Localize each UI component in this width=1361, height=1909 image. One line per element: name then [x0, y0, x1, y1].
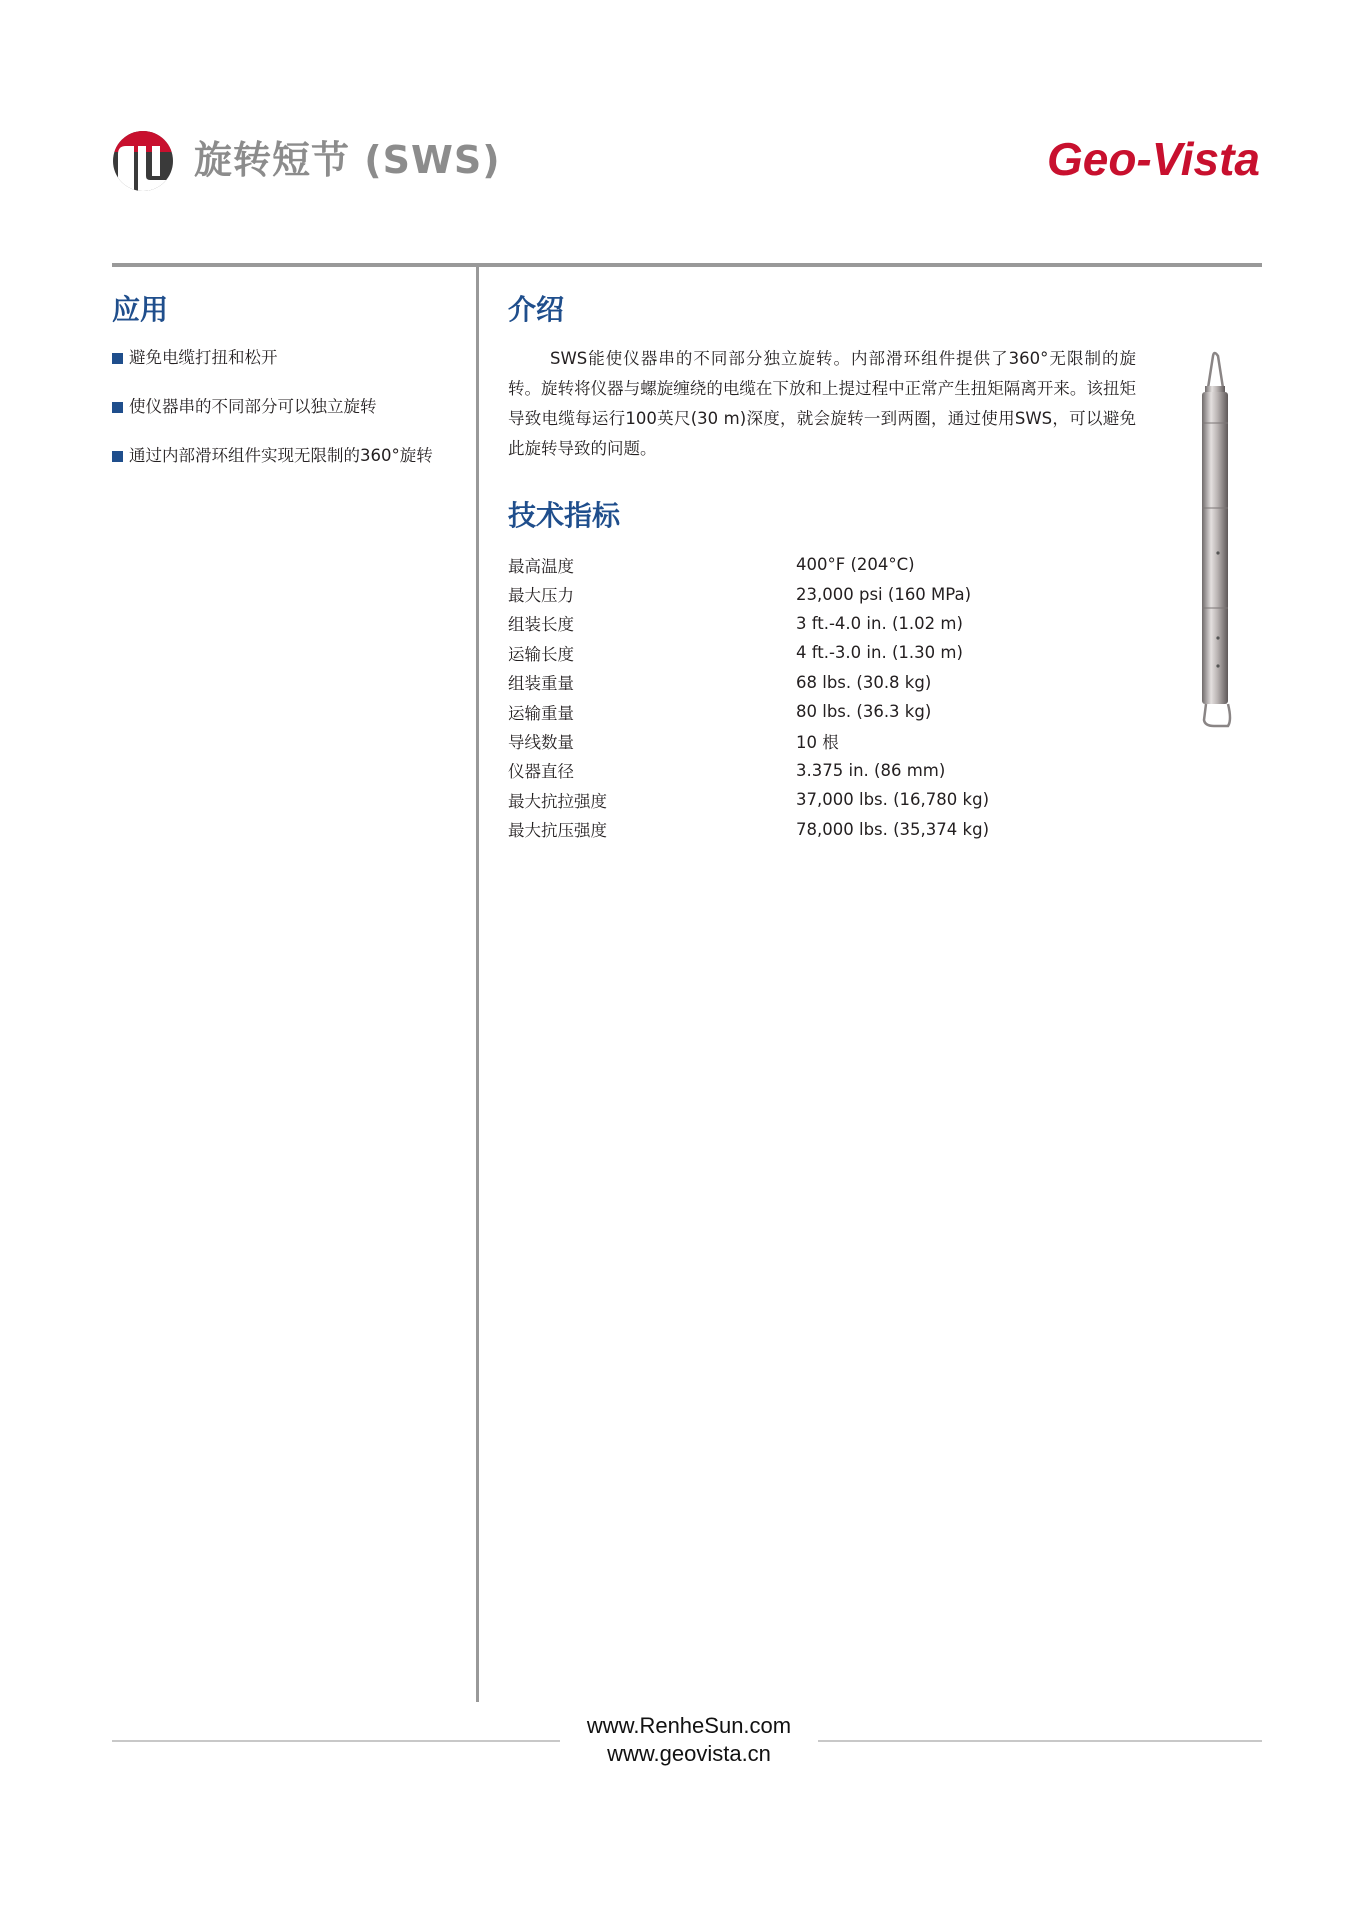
- specifications-table: [508, 550, 1068, 844]
- footer-url-renhesun[interactable]: www.RenheSun.com: [586, 1713, 792, 1738]
- square-bullet-icon: [112, 353, 123, 364]
- application-item-text: 通过内部滑环组件实现无限制的360°旋转: [129, 446, 433, 465]
- applications-heading: 应用: [112, 293, 169, 326]
- spec-row: [508, 579, 1068, 608]
- footer-rule-right: [818, 1740, 1262, 1742]
- spec-value: 80 lbs. (36.3 kg): [796, 702, 932, 722]
- spec-value: 37,000 lbs. (16,780 kg): [796, 790, 990, 810]
- spec-label: 组装长度: [508, 615, 574, 635]
- footer-url-geovista[interactable]: www.geovista.cn: [607, 1741, 771, 1766]
- spec-value: 400°F (204°C): [796, 555, 915, 575]
- spec-row: [508, 609, 1068, 638]
- spec-row: [508, 697, 1068, 726]
- spec-row: [508, 638, 1068, 667]
- company-logo-icon: [112, 130, 174, 192]
- application-item: [112, 395, 377, 419]
- spec-value: 3 ft.-4.0 in. (1.02 m): [796, 613, 963, 633]
- spec-value: 10 根: [796, 733, 839, 753]
- application-item-text: 使仪器串的不同部分可以独立旋转: [129, 397, 377, 416]
- square-bullet-icon: [112, 402, 123, 413]
- spec-value: 4 ft.-3.0 in. (1.30 m): [796, 643, 963, 663]
- footer-rule-left: [112, 1740, 560, 1742]
- spec-label: 最大抗拉强度: [508, 791, 607, 811]
- application-item-text: 避免电缆打扭和松开: [129, 348, 278, 367]
- header-divider: [112, 263, 1262, 267]
- brand-text: Geo-Vista: [1046, 133, 1260, 185]
- spec-label: 运输重量: [508, 703, 574, 723]
- square-bullet-icon: [112, 451, 123, 462]
- spec-row: [508, 815, 1068, 844]
- spec-label: 最高温度: [508, 556, 574, 576]
- spec-value: 3.375 in. (86 mm): [796, 760, 946, 780]
- spec-value: 78,000 lbs. (35,374 kg): [796, 819, 990, 839]
- spec-label: 组装重量: [508, 674, 574, 694]
- application-item: [112, 444, 433, 468]
- spec-row: [508, 550, 1068, 579]
- spec-row: [508, 756, 1068, 785]
- spec-label: 运输长度: [508, 644, 574, 664]
- sws-tool-image: [1188, 348, 1238, 728]
- document-title: 旋转短节 (SWS): [194, 138, 501, 182]
- spec-label: 导线数量: [508, 733, 574, 753]
- spec-label: 最大压力: [508, 586, 574, 606]
- spec-value: 68 lbs. (30.8 kg): [796, 672, 932, 692]
- spec-row: [508, 668, 1068, 697]
- spec-row: [508, 785, 1068, 814]
- spec-value: 23,000 psi (160 MPa): [796, 584, 972, 604]
- spec-label: 最大抗压强度: [508, 821, 607, 841]
- specifications-heading: 技术指标: [508, 499, 621, 532]
- spec-row: [508, 726, 1068, 755]
- geo-vista-brand-logo: [970, 130, 1270, 190]
- spec-label: 仪器直径: [508, 762, 574, 782]
- introduction-paragraph: SWS能使仪器串的不同部分独立旋转。内部滑环组件提供了360°无限制的旋转。旋转将仪器与螺旋缠绕的电缆在下放和上提过程中正常产生扭矩隔离开来。该扭矩导致电缆每运行100英尺(30 m)深度，就会旋转一到两圈，通过使用SWS，可以避免此旋转导致的问题。: [508, 349, 1136, 458]
- column-divider: [476, 264, 479, 1702]
- application-item: [112, 346, 278, 370]
- introduction-heading: 介绍: [508, 293, 565, 326]
